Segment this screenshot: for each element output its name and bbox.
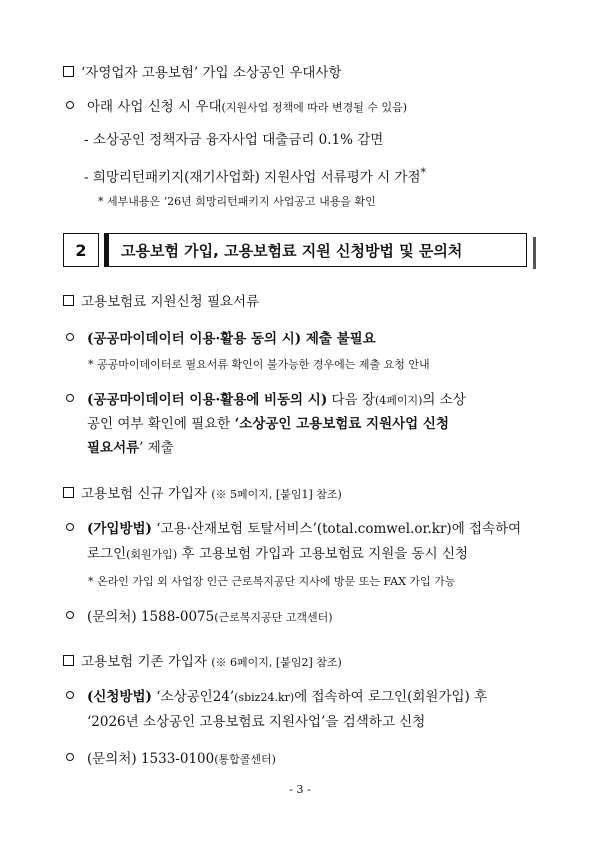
list-item-apply-method-line2: ‘2026년 소상공인 고용보험료 지원사업’을 검색하고 신청 [87,714,426,730]
circle-bullet-icon [66,333,74,341]
heading-existing-subscribers: 고용보험 기존 가입자 (※ 6페이지, [붙임2] 참조) [63,653,342,672]
section-shadow [533,237,536,269]
footnote-details: * 세부내용은 ‘26년 희망리턴패키지 사업공고 내용을 확인 [98,195,376,208]
heading-required-documents: 고용보험료 지원신청 필요서류 [63,293,259,311]
circle-bullet-icon [66,101,74,109]
circle-bullet-icon [66,611,74,619]
list-item-non-consent-line3: 필요서류’ 제출 [87,440,174,456]
list-item-benefit: 아래 사업 신청 시 우대(지원사업 정책에 따라 변경될 수 있음) [66,98,407,117]
page-number: - 3 - [289,783,311,796]
note-mydata: * 공공마이데이터로 필요서류 확인이 불가능한 경우에는 제출 요청 안내 [88,358,430,371]
section-title: 고용보험 가입, 고용보험료 지원 신청방법 및 문의처 [109,233,527,267]
list-item-join-method: (가입방법) ‘고용·산재보험 토탈서비스’(total.comwel.or.kr)에 접속하여 [66,520,521,538]
circle-bullet-icon [66,523,74,531]
dash-item-hope-return: - 희망리턴패키지(재기사업화) 지원사업 서류평가 시 가점* [84,166,426,186]
circle-bullet-icon [66,394,74,402]
section-header [63,233,527,267]
list-item-non-consent-line2: 공인 여부 확인에 필요한 ‘소상공인 고용보험료 지원사업 신청 [87,416,449,432]
heading-new-subscribers: 고용보험 신규 가입자 (※ 5페이지, [붙임1] 참조) [63,485,342,504]
list-item-non-consent: (공공마이데이터 이용·활용에 비동의 시) 다음 장(4페이지)의 소상 [66,391,466,410]
list-item-join-method-line2: 로그인(회원가입) 후 고용보험 가입과 고용보험료 지원을 동시 신청 [87,546,469,562]
section-number: 2 [63,233,99,267]
square-bullet-icon [63,66,74,77]
square-bullet-icon [63,295,74,306]
heading-self-employed-benefits: ‘자영업자 고용보험’ 가입 소상공인 우대사항 [63,64,342,82]
note-offline-join: * 온라인 가입 외 사업장 인근 근로복지공단 지사에 방문 또는 FAX 가입 가능 [88,575,456,588]
circle-bullet-icon [66,691,74,699]
list-item-apply-method: (신청방법) ‘소상공인24’(sbiz24.kr)에 접속하여 로그인(회원가입) 후 [66,688,487,707]
square-bullet-icon [63,487,74,498]
square-bullet-icon [63,655,74,666]
dash-item-loan-rate: - 소상공인 정책자금 융자사업 대출금리 0.1% 감면 [84,132,384,148]
list-item-contact-callcenter: (문의처) 1533-0100(통합콜센터) [66,750,276,769]
list-item-consent: (공공마이데이터 이용·활용 동의 시) 제출 불필요 [66,330,376,348]
list-item-contact-comwel: (문의처) 1588-0075(근로복지공단 고객센터) [66,608,333,627]
circle-bullet-icon [66,753,74,761]
